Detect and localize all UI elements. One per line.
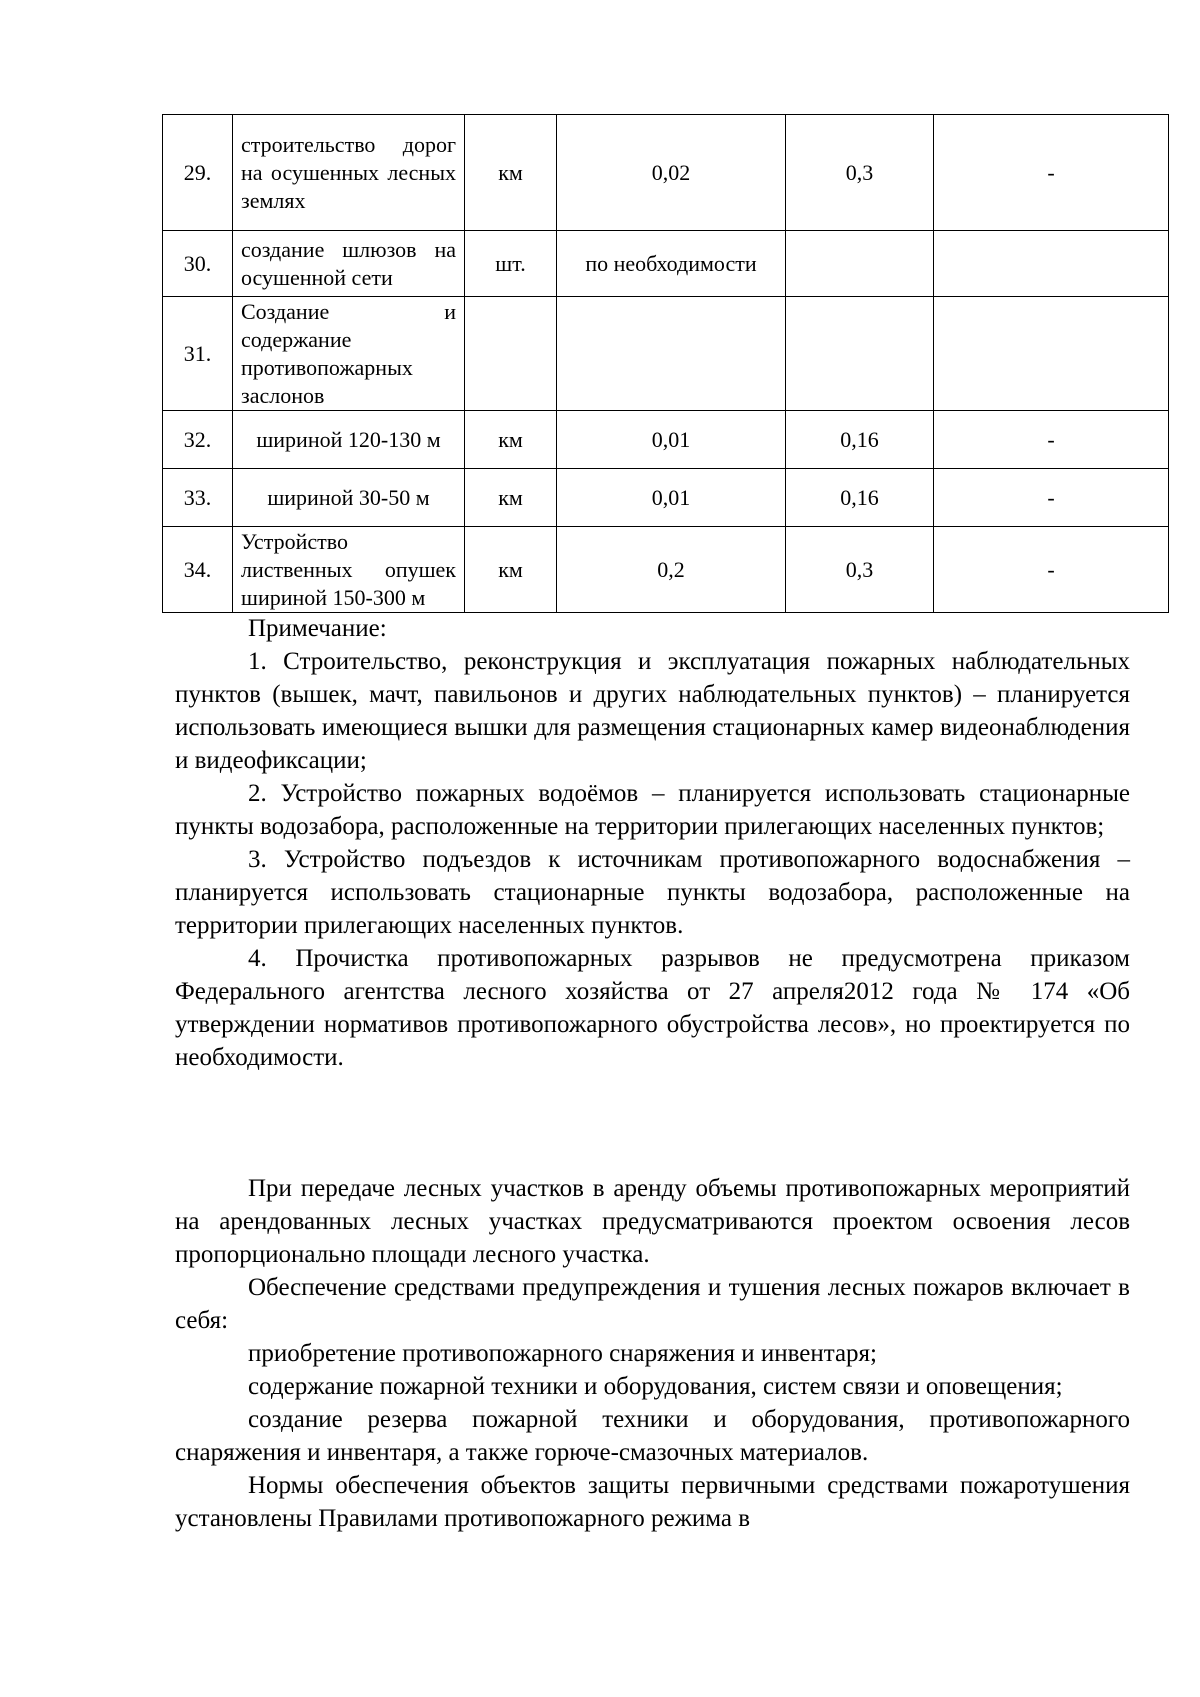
value-cell: - [934, 469, 1169, 527]
value-cell [557, 297, 786, 411]
unit-cell: шт. [465, 231, 557, 297]
value-cell [786, 231, 934, 297]
note-item: 1. Строительство, реконструкция и эксплуатация пожарных наблюдательных пунктов (вышек, мачт, павильонов и других наблюдательных пунктов) – планируется использовать имеющиеся вышки для размещения стационарных камер видеонаблюдения и видеофиксации; [175, 648, 1130, 774]
value-cell: 0,02 [557, 115, 786, 231]
body-paragraph: При передаче лесных участков в аренду объемы противопожарных мероприятий на арендованных лесных участках предусматриваются проектом освоения лесов пропорционально площади лесного участка. [175, 1175, 1130, 1268]
body-paragraph: создание резерва пожарной техники и оборудования, противопожарного снаряжения и инвентаря, а также горюче-смазочных материалов. [175, 1406, 1130, 1466]
row-number: 31. [163, 297, 233, 411]
row-number: 32. [163, 411, 233, 469]
body-paragraph: содержание пожарной техники и оборудования, систем связи и оповещения; [248, 1373, 1063, 1400]
value-cell [934, 297, 1169, 411]
value-cell: 0,3 [786, 527, 934, 613]
note-item: 3. Устройство подъездов к источникам противопожарного водоснабжения – планируется использовать стационарные пункты водозабора, расположенные на территории прилегающих населенных пунктов. [175, 846, 1130, 939]
table-row [163, 469, 1169, 527]
table-row [163, 411, 1169, 469]
row-number: 30. [163, 231, 233, 297]
value-cell: - [934, 411, 1169, 469]
value-cell: 0,01 [557, 411, 786, 469]
value-cell: 0,01 [557, 469, 786, 527]
note-title: Примечание: [248, 615, 387, 642]
body-paragraph: Нормы обеспечения объектов защиты первичными средствами пожаротушения установлены Правилами противопожарного режима в [175, 1472, 1130, 1532]
unit-cell: км [465, 115, 557, 231]
note-item: 4. Прочистка противопожарных разрывов не предусмотрена приказом Федерального агентства лесного хозяйства от 27 апреля2012 года № 174 «Об утверждении нормативов противопожарного обустройства лесов», но проектируется по необходимости. [175, 945, 1130, 1071]
value-cell: по необходимости [557, 231, 786, 297]
measure-name: создание шлюзов на осушенной сети [233, 231, 465, 297]
measures-table [162, 114, 1169, 613]
row-number: 33. [163, 469, 233, 527]
value-cell: 0,16 [786, 411, 934, 469]
row-number: 34. [163, 527, 233, 613]
measure-name: шириной 30-50 м [233, 469, 465, 527]
measure-name: строительство дорог на осушенных лесных землях [233, 115, 465, 231]
body-paragraph: Обеспечение средствами предупреждения и тушения лесных пожаров включает в себя: [175, 1274, 1130, 1334]
value-cell: 0,16 [786, 469, 934, 527]
table-row [163, 231, 1169, 297]
value-cell [934, 231, 1169, 297]
value-cell: - [934, 527, 1169, 613]
value-cell: 0,2 [557, 527, 786, 613]
table-row [163, 527, 1169, 613]
body-section [175, 1172, 1130, 1535]
table-row [163, 115, 1169, 231]
note-section [175, 612, 1130, 1074]
measure-name: шириной 120-130 м [233, 411, 465, 469]
row-number: 29. [163, 115, 233, 231]
unit-cell [465, 297, 557, 411]
unit-cell: км [465, 411, 557, 469]
note-item: 2. Устройство пожарных водоёмов – планируется использовать стационарные пункты водозабора, расположенные на территории прилегающих населенных пунктов; [175, 780, 1130, 840]
measure-name: Устройство лиственных опушек шириной 150-300 м [233, 527, 465, 613]
value-cell: 0,3 [786, 115, 934, 231]
table-row [163, 297, 1169, 411]
value-cell: - [934, 115, 1169, 231]
unit-cell: км [465, 469, 557, 527]
measure-name: Создание и содержание противопожарных заслонов [233, 297, 465, 411]
body-paragraph: приобретение противопожарного снаряжения и инвентаря; [248, 1340, 877, 1367]
unit-cell: км [465, 527, 557, 613]
value-cell [786, 297, 934, 411]
